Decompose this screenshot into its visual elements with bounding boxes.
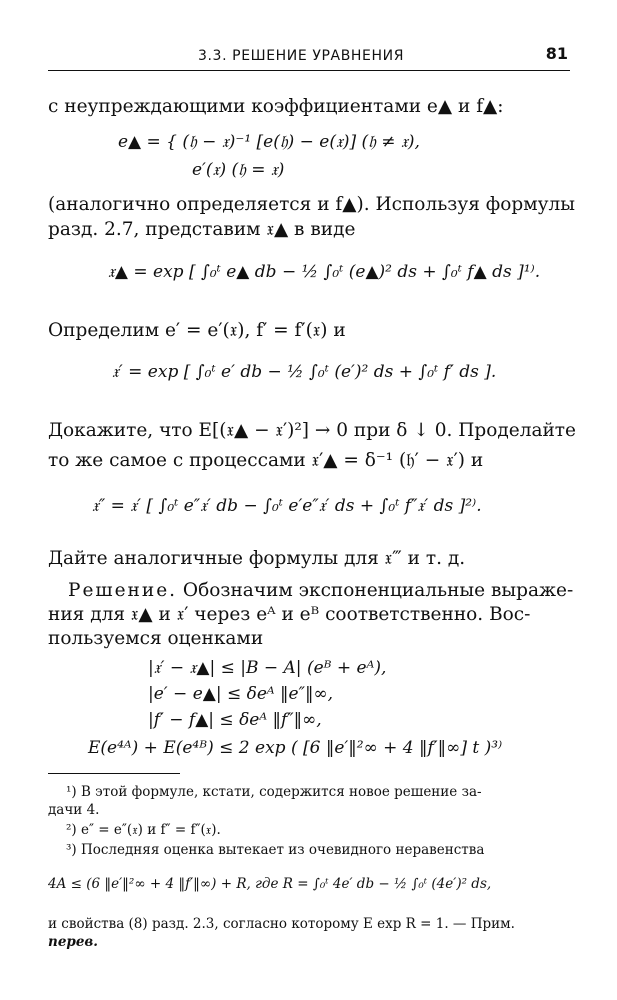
text-line-4: Определим e′ = e′(𝔵), f′ = f′(𝔵) и xyxy=(48,320,346,341)
text-line-9: ния для 𝔵▲ и 𝔵′ через eᴬ и eᴮ соответственно. Вос- xyxy=(48,604,531,625)
text-line-5: Докажите, что E[(𝔵▲ − 𝔵′)²] → 0 при δ ↓ 0. Проделайте xyxy=(48,420,576,441)
footnote-3-line-3: и свойства (8) разд. 2.3, согласно которому E exp R = 1. — Прим. xyxy=(48,916,515,932)
solution-paragraph-start xyxy=(68,580,573,601)
text-line-7: Дайте аналогичные формулы для 𝔵‴ и т. д. xyxy=(48,548,466,569)
text-line-6: то же самое с процессами 𝔵′▲ = δ⁻¹ (𝔥′ − 𝔵′) и xyxy=(48,450,484,471)
footnote-2: ²) e″ = e″(𝔵) и f″ = f″(𝔵). xyxy=(66,822,221,838)
footnote-1-line-2: дачи 4. xyxy=(48,802,100,818)
formula-x-double-prime: 𝔵″ = 𝔵′ [ ∫₀ᵗ e″𝔵′ db − ∫₀ᵗ e′e″𝔵′ ds + ∫₀ᵗ f″𝔵′ ds ]²⁾. xyxy=(92,496,482,516)
text-line-3: разд. 2.7, представим 𝔵▲ в виде xyxy=(48,219,356,240)
formula-e-definition-case1: e▲ = { (𝔥 − 𝔵)⁻¹ [e(𝔥) − e(𝔵)] (𝔥 ≠ 𝔵), xyxy=(118,132,420,152)
footnote-3-line-4: перев. xyxy=(48,934,98,950)
formula-x-prime-exp: 𝔵′ = exp [ ∫₀ᵗ e′ db − ½ ∫₀ᵗ (e′)² ds + ∫₀ᵗ f′ ds ]. xyxy=(112,362,497,382)
solution-label: Решение. xyxy=(68,580,178,601)
page-number: 81 xyxy=(545,44,568,63)
running-header xyxy=(48,44,570,71)
estimate-2: |e′ − e▲| ≤ δeᴬ ‖e″‖∞, xyxy=(148,684,334,704)
footnote-1-line-1: ¹) В этой формуле, кстати, содержится новое решение за- xyxy=(66,784,482,800)
text-line-10: пользуемся оценками xyxy=(48,628,264,649)
footnote-3-formula: 4A ≤ (6 ‖e′‖²∞ + 4 ‖f′‖∞) + R, где R = ∫₀ᵗ 4e′ db − ½ ∫₀ᵗ (4e′)² ds, xyxy=(48,876,492,892)
estimate-4: E(e⁴ᴬ) + E(e⁴ᴮ) ≤ 2 exp ( [6 ‖e′‖²∞ + 4 ‖f′‖∞] t )³⁾ xyxy=(88,738,503,758)
formula-x-triangle-exp: 𝔵▲ = exp [ ∫₀ᵗ e▲ db − ½ ∫₀ᵗ (e▲)² ds + ∫₀ᵗ f▲ ds ]¹⁾. xyxy=(108,262,541,282)
estimate-3: |f′ − f▲| ≤ δeᴬ ‖f″‖∞, xyxy=(148,710,322,730)
text-line-8: Обозначим экспоненциальные выраже- xyxy=(177,580,574,601)
formula-e-definition-case2: e′(𝔵) (𝔥 = 𝔵) xyxy=(192,160,285,180)
footnote-divider xyxy=(48,773,180,774)
text-line-2: (аналогично определяется и f▲). Используя формулы xyxy=(48,194,576,215)
header-title: 3.3. РЕШЕНИЕ УРАВНЕНИЯ xyxy=(198,48,405,64)
estimate-1: |𝔵′ − 𝔵▲| ≤ |B − A| (eᴮ + eᴬ), xyxy=(148,658,387,678)
footnote-3-line-1: ³) Последняя оценка вытекает из очевидного неравенства xyxy=(66,842,485,858)
text-line-1: с неупреждающими коэффициентами e▲ и f▲: xyxy=(48,96,504,117)
